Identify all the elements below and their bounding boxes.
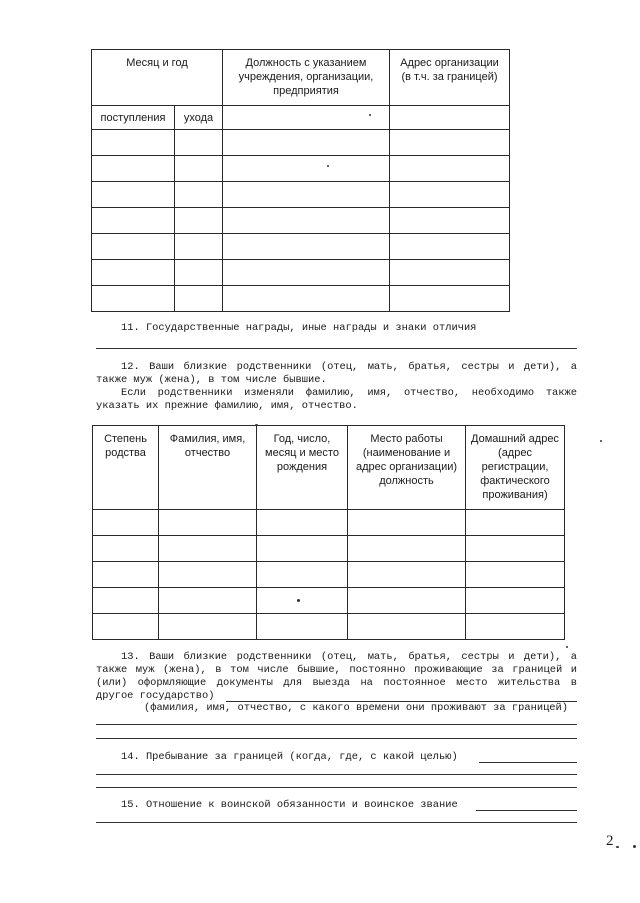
question-12-line-2: также муж (жена), в том числе бывшие. [96,374,327,386]
table-row [92,182,510,208]
question-14: 14. Пребывание за границей (когда, где, с какой целью) [121,751,458,763]
relatives-table [92,425,565,640]
table-cell[interactable] [466,588,565,614]
subheader-start: поступления [92,106,175,130]
table-cell[interactable] [348,510,466,536]
table-cell[interactable] [223,182,390,208]
answer-line-15-inline[interactable] [476,810,577,811]
table-cell[interactable] [93,562,159,588]
question-12-line-3: Если родственники изменяли фамилию, имя, отчество, необходимо также [121,387,577,399]
table-cell[interactable] [348,536,466,562]
table-cell[interactable] [348,562,466,588]
table-cell[interactable] [223,156,390,182]
table-cell[interactable] [390,156,510,182]
table-cell[interactable] [175,130,223,156]
table-cell[interactable] [92,182,175,208]
table-cell[interactable] [390,260,510,286]
table-cell[interactable] [257,510,348,536]
table-cell[interactable] [348,588,466,614]
table-cell[interactable] [175,208,223,234]
answer-line-15-a[interactable] [96,822,577,823]
table-row [93,614,565,640]
relatives-table-body [93,510,565,640]
table-cell[interactable] [92,130,175,156]
table-row [92,156,510,182]
table-cell[interactable] [92,286,175,312]
table-cell[interactable] [159,536,257,562]
table-cell[interactable] [390,182,510,208]
header-home-address: Домашний адрес (адрес регистрации, фактического проживания) [466,426,565,510]
scan-speck [566,646,568,648]
table-cell[interactable] [348,614,466,640]
table-row [92,130,510,156]
header-full-name: Фамилия, имя, отчество [159,426,257,510]
table-cell[interactable] [175,182,223,208]
header-workplace: Место работы (наименование и адрес организации) должность [348,426,466,510]
table-cell[interactable] [175,234,223,260]
table-cell[interactable] [159,588,257,614]
table-cell[interactable] [466,510,565,536]
table-row [93,588,565,614]
table-cell[interactable] [93,588,159,614]
question-13-line-4: другое государство) [96,690,215,702]
table-cell[interactable] [257,614,348,640]
scan-speck [633,845,636,848]
table-cell[interactable] [92,156,175,182]
answer-line-14-b[interactable] [96,787,577,788]
scan-speck [327,165,329,167]
table-row [93,536,565,562]
question-12-line-4: указать их прежние фамилию, имя, отчество. [96,400,358,412]
answer-line-11[interactable] [96,348,577,349]
header-degree: Степень родства [93,426,159,510]
scan-speck [297,599,300,602]
table-cell[interactable] [223,106,390,130]
scan-speck [616,846,619,848]
question-13-line-1: 13. Ваши близкие родственники (отец, мать, братья, сестры и дети), а [121,651,577,663]
answer-line-14-a[interactable] [96,774,577,775]
table-row [93,510,565,536]
table-cell[interactable] [223,260,390,286]
table-row [92,234,510,260]
subheader-end: ухода [175,106,223,130]
table-cell[interactable] [390,106,510,130]
table-row [92,208,510,234]
work-history-table [91,49,510,312]
table-cell[interactable] [257,562,348,588]
header-month-year: Месяц и год [92,50,223,106]
table-cell[interactable] [175,156,223,182]
question-12-line-1: 12. Ваши близкие родственники (отец, мать, братья, сестры и дети), а [121,361,577,373]
table-cell[interactable] [175,260,223,286]
question-13-hint: (фамилия, имя, отчество, с какого времени они проживают за границей) [144,702,569,714]
table-row [93,562,565,588]
table-cell[interactable] [93,510,159,536]
table-cell[interactable] [159,562,257,588]
question-13-line-3: (или) оформляющие документы для выезда на постоянное место жительства в [96,677,577,689]
table-cell[interactable] [390,208,510,234]
table-cell[interactable] [257,536,348,562]
table-cell[interactable] [466,562,565,588]
table-row [92,260,510,286]
header-birth: Год, число, месяц и место рождения [257,426,348,510]
scan-speck [600,440,602,442]
scan-speck [369,114,371,116]
table-cell[interactable] [92,260,175,286]
table-cell[interactable] [223,130,390,156]
question-11: 11. Государственные награды, иные награды и знаки отличия [121,322,477,334]
table-cell[interactable] [223,208,390,234]
table-cell[interactable] [93,536,159,562]
table-row [92,286,510,312]
work-table-body [92,130,510,312]
header-position: Должность с указанием учреждения, организации, предприятия [223,50,390,106]
scan-speck [255,424,258,426]
table-cell[interactable] [390,130,510,156]
answer-line-13-b[interactable] [96,738,577,739]
header-org-address: Адрес организации (в т.ч. за границей) [390,50,510,106]
question-13-line-2: также муж (жена), в том числе бывшие, постоянно проживающие за границей и [96,664,577,676]
table-cell[interactable] [93,614,159,640]
table-cell[interactable] [466,614,565,640]
table-cell[interactable] [175,286,223,312]
page-number: 2 [606,833,614,849]
answer-line-13-a[interactable] [96,724,577,725]
table-cell[interactable] [390,234,510,260]
table-cell[interactable] [390,286,510,312]
table-cell[interactable] [257,588,348,614]
table-cell[interactable] [92,234,175,260]
table-cell[interactable] [159,614,257,640]
table-cell[interactable] [159,510,257,536]
table-cell[interactable] [223,234,390,260]
table-cell[interactable] [466,536,565,562]
table-cell[interactable] [92,208,175,234]
question-15: 15. Отношение к воинской обязанности и воинское звание [121,799,458,811]
answer-line-14-inline[interactable] [479,762,577,763]
table-cell[interactable] [223,286,390,312]
